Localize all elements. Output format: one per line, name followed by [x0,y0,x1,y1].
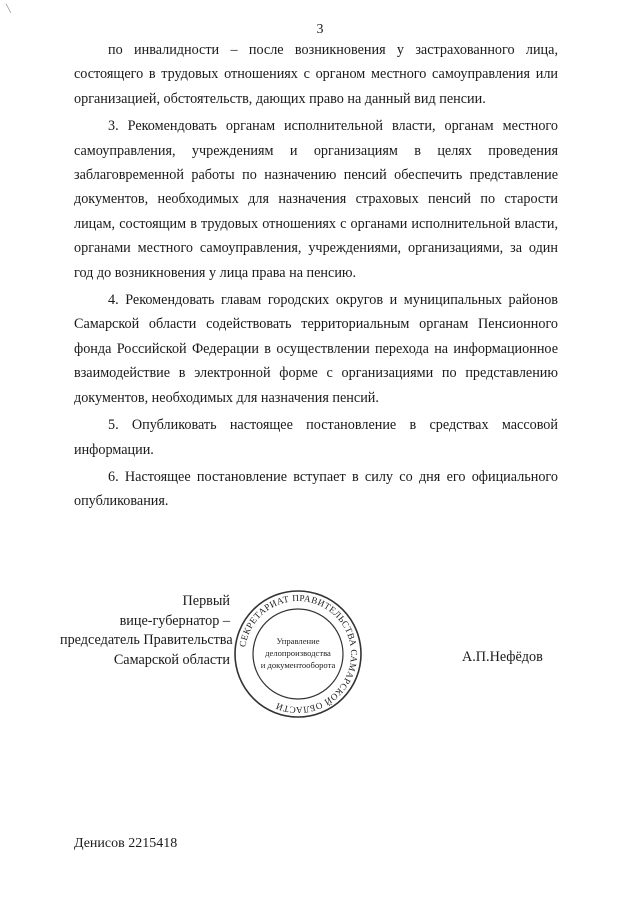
paragraph-item-3: 3. Рекомендовать органам исполнительной власти, органам местного самоуправления, учреждениям и организациям в целях проведения заблаговременной работы по назначению пенсий обеспечить представление документов, необходимых для назначения страховых пенсий по старости лицам, состоящим в трудовых отношениях с органами исполнительной власти, органами местного самоуправления, учреждениями, организациями, за один год до возникновения у лица права на пенсию. [74,118,558,281]
signatory-title-line: Самарской области [113,651,230,668]
svg-text:СЕКРЕТАРИАТ ПРАВИТЕЛЬСТВА САМА: СЕКРЕТАРИАТ ПРАВИТЕЛЬСТВА САМАРСКОЙ ОБЛАСТИ [237,592,360,716]
paragraph-item-6: 6. Настоящее постановление вступает в силу со дня его официального опубликования. [74,468,558,510]
signatory-name: А.П.Нефёдов [462,649,543,665]
signatory-title [60,592,233,670]
paragraph-continuation: по инвалидности – после возникновения у застрахованного лица, состоящего в трудовых отношениях с органом местного самоуправления или организацией, обстоятельств, дающих право на данный вид пенсии. [74,42,558,107]
page-number: 3 [316,22,324,37]
executor-footer: Денисов 2215418 [74,836,178,851]
paragraph-item-4: 4. Рекомендовать главам городских округов и муниципальных районов Самарской области содействовать территориальным органам Пенсионного фонда Российской Федерации в осуществлении перехода на информационное взаимодействие в электронной форме с организациями по представлению документов, необходимых для назначения пенсий. [74,292,558,406]
svg-text:Управление: Управление [276,636,320,646]
signatory-title-line: председатель Правительства [60,632,233,648]
svg-text:и документооборота: и документооборота [260,660,336,670]
paragraph-item-5: 5. Опубликовать настоящее постановление в средствах массовой информации. [74,417,558,458]
document-body [74,38,558,517]
signatory-title-line: вице-губернатор – [119,612,230,629]
signatory-title-line: Первый [182,593,230,609]
svg-text:делопроизводства: делопроизводства [265,648,331,658]
corner-mark: ╲ [6,4,11,13]
official-seal [232,588,364,720]
